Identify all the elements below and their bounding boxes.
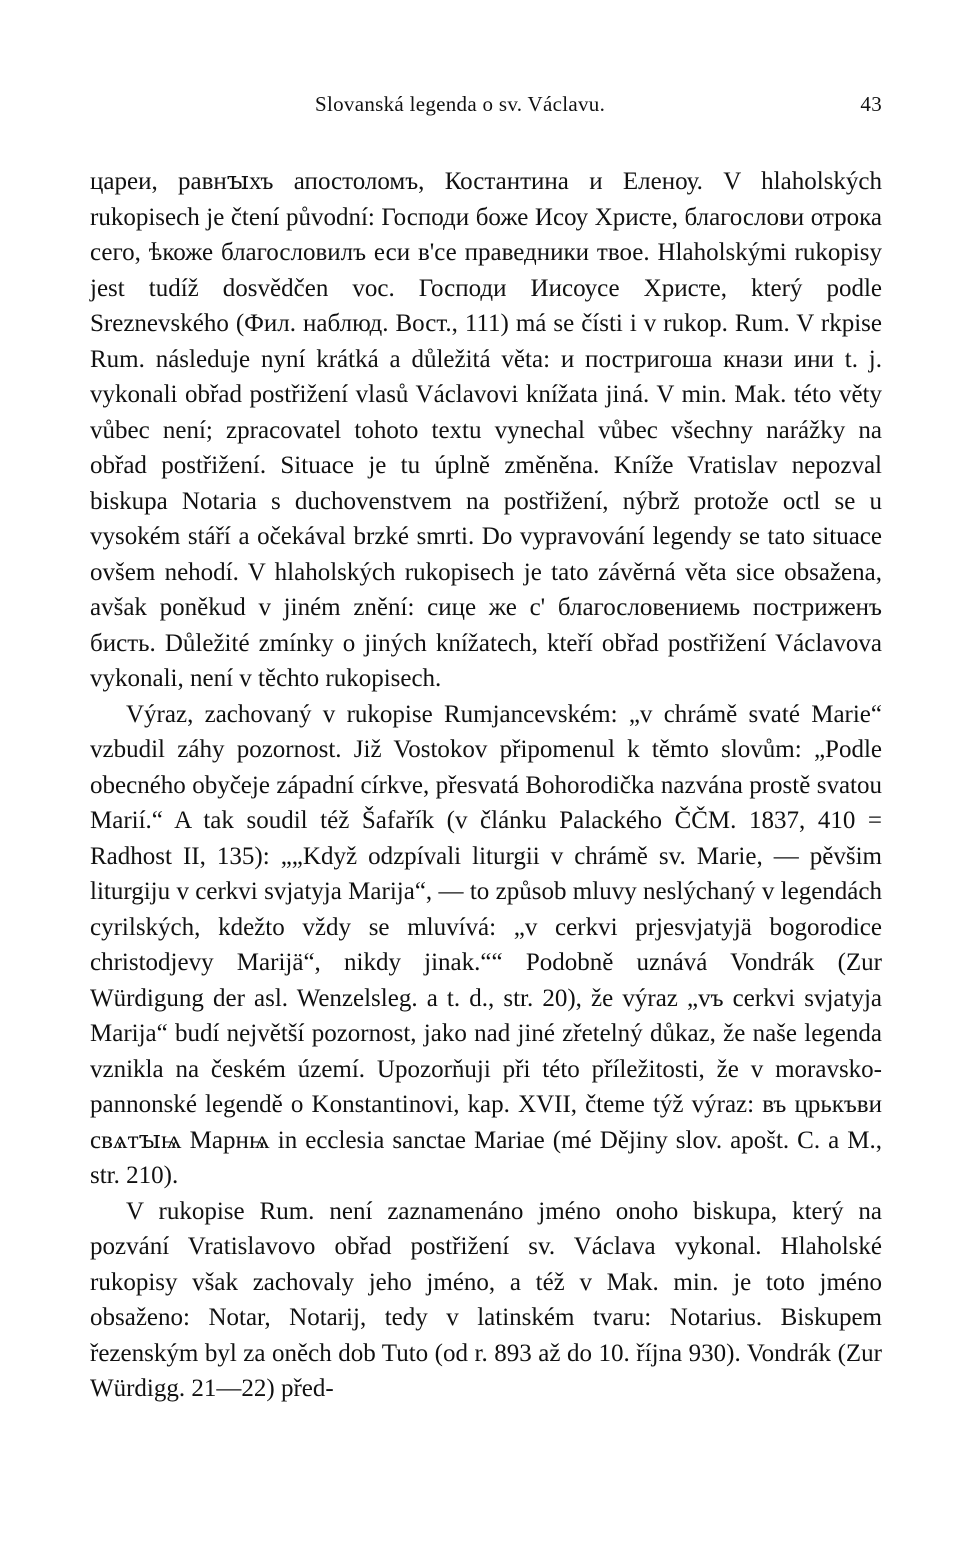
document-page [90,92,882,1407]
paragraph-3: V rukopise Rum. není zaznamenáno jméno onoho biskupa, který na pozvání Vratislavovo obřad postřižení sv. Václava vykonal. Hlaholské rukopisy však zachovaly jeho jméno, a též v Mak. min. je toto jméno obsaženo: Notar, Notarij, tedy v latinském tvaru: Notarius. Biskupem řezenským byl za oněch dob Tuto (od r. 893 až do 10. října 930). Vondrák (Zur Würdigg. 21—22) před- [90,1197,882,1402]
page-body [90,164,882,1407]
paragraph-1: цареи, равнꙑхъ апостоломъ, Костантина и Еленоу. V hlaholských rukopisech je čtení původní: Господи боже Исоу Христе, благослови отрока сего, ѣкоже благословилъ еси в'се праведники твое. Hlaholskými rukopisy jest tudíž dosvědčen voc. Господи Иисоусе Христе, který podle Sreznevského (Фил. наблюд. Вост., 111) má se čísti i v rukop. Rum. V rkpise Rum. následuje nyní krátká a důležitá věta: и постригоша кнази ини t. j. vykonali obřad postřižení vlasů Václavovi knížata jiná. V min. Mak. této věty vůbec není; zpracovatel tohoto textu vynechal vůbec všechny narážky na obřad postřižení. Situace je tu úplně změněna. Kníže Vratislav nepozval biskupa Notaria s duchovenstvem na postřižení, nýbrž protože octl se u vysokém stáří a očekával brzké smrti. Do vypravování legendy se tato situace ovšem nehodí. V hlaholských rukopisech je tato závěrná věta sice obsažena, avšak poněkud v jiném znění: сице же с' благословениемь постриженъ бисть. Důležité zmínky o jiných knížatech, kteří obřad postřižení Václavova vykonali, není v těchto rukopisech. [90,168,882,692]
page-number: 43 [860,92,882,116]
running-title: Slovanská legenda o sv. Václavu. [315,92,606,116]
page-header [90,92,882,126]
paragraph-2: Výraz, zachovaný v rukopise Rumjancevském: „v chrámě svaté Marie“ vzbudil záhy pozornost. Již Vostokov připomenul k těmto slovům: „Podle obecného obyčeje západní církve, přesvatá Bohorodička nazvána prostě svatou Marií.“ A tak soudil též Šafařík (v článku Palackého ČČM. 1837, 410 = Radhost II, 135): „„Když odzpívali liturgii v chrámě sv. Marie, — pěvšim liturgiju v cerkvi svjatyja Marija“, — to způsob mluvy neslýchaný v legendách cyrilských, kdežto vždy se mluvívá: „v cerkvi prjesvjatyjä bogorodice christodjevy Marijä“, nikdy jinak.““ Podobně uznává Vondrák (Zur Würdigung der asl. Wenzelsleg. a t. d., str. 20), že výraz „vъ cerkvi svjatyja Marija“ budí největší pozornost, jako nad jiné zřetelný důkaz, že naše legenda vznikla na českém území. Upozorňuji při této příležitosti, že v moravsko-pannonské legendě o Konstantinovi, kap. XVII, čteme týž výraz: въ црькъви свѧтꙑѩ Марнѩ in ecclesia sanctae Mariae (mé Dějiny slov. apošt. C. a M., str. 210). [90,700,882,1189]
